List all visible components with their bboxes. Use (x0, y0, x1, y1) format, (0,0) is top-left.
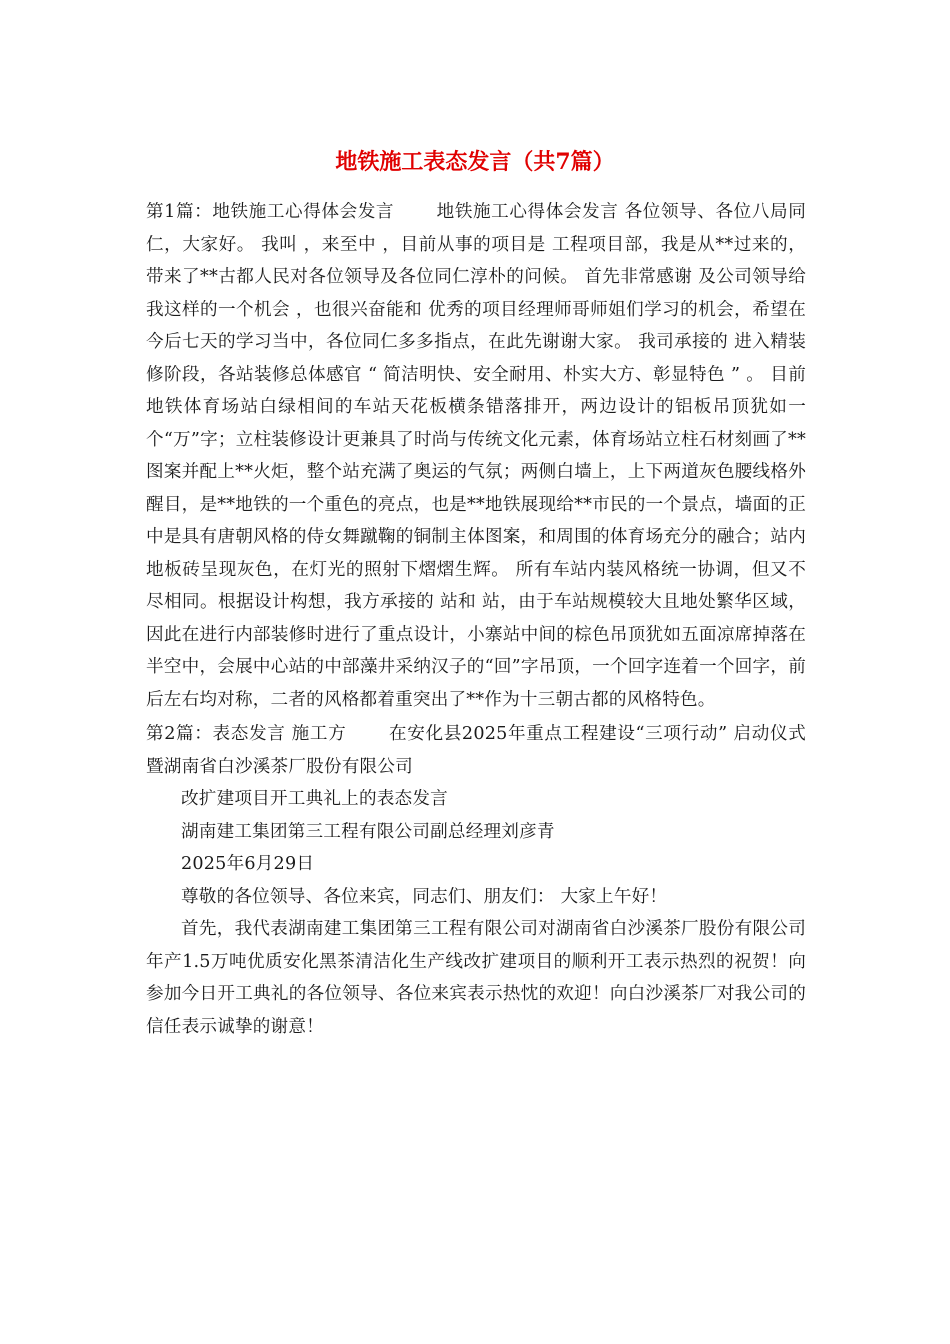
paragraph-subtitle: 改扩建项目开工典礼上的表态发言 (181, 789, 448, 809)
document-body (146, 196, 806, 1043)
paragraph-speaker: 湖南建工集团第三工程有限公司副总经理刘彦青 (181, 821, 555, 842)
paragraph-article-2-heading: 第2篇：表态发言 施工方 在安化县2025年重点工程建设“三项行动” 启动仪式暨湖南省白沙溪茶厂股份有限公司 (146, 724, 806, 777)
paragraph-greeting: 尊敬的各位领导、各位来宾，同志们、朋友们： 大家上午好！ (181, 886, 668, 907)
paragraph-date: 2025年6月29日 (181, 854, 315, 874)
document-title: 地铁施工表态发言（共7篇） (335, 149, 615, 175)
paragraph-article-1: 第1篇：地铁施工心得体会发言 地铁施工心得体会发言 各位领导、各位八局同仁，大家好。 我叫 ，来至中 ，目前从事的项目是 工程项目部，我是从**过来的，带来了**古都人民对各位领导及各位同仁淳朴的问候。 首先非常感谢 及公司领导给我这样的一个机会 ，也很兴奋能和 优秀的项目经理师哥师姐们学习的机会，希望在今后七天的学习当中，各位同仁多多指点，在此先谢谢大家。 我司承接的 进入精装修阶段，各站装修总体感官 “ 简洁明快、安全耐用、朴实大方、彰显特色 ” 。 目前 地铁体育场站白绿相间的车站天花板横条错落排开，两边设计的铝板吊顶犹如一个“万”字；立柱装修设计更兼具了时尚与传统文化元素，体育场站立柱石材刻画了**图案并配上**火炬，整个站充满了奥运的气氛；两侧白墙上，上下两道灰色腰线格外醒目，是**地铁的一个重色的亮点，也是**地铁展现给**市民的一个景点，墙面的正中是具有唐朝风格的侍女舞蹴鞠的铜制主体图案，和周围的体育场充分的融合；站内地板砖呈现灰色，在灯光的照射下熠熠生辉。 所有车站内装风格统一协调，但又不尽相同。根据设计构想，我方承接的 站和 站，由于车站规模较大且地处繁华区域，因此在进行内部装修时进行了重点设计，小寨站中间的棕色吊顶犹如五面凉席掉落在半空中，会展中心站的中部藻井采纳汉子的“回”字吊顶，一个回字连着一个回字，前后左右均对称，二者的风格都着重突出了**作为十三朝古都的风格特色。 (146, 202, 806, 710)
paragraph-opening: 首先，我代表湖南建工集团第三工程有限公司对湖南省白沙溪茶厂股份有限公司年产1.5万吨优质安化黑茶清洁化生产线改扩建项目的顺利开工表示热烈的祝贺！向参加今日开工典礼的各位领导、各位来宾表示热忱的欢迎！向白沙溪茶厂对我公司的信任表示诚挚的谢意！ (146, 919, 806, 1037)
